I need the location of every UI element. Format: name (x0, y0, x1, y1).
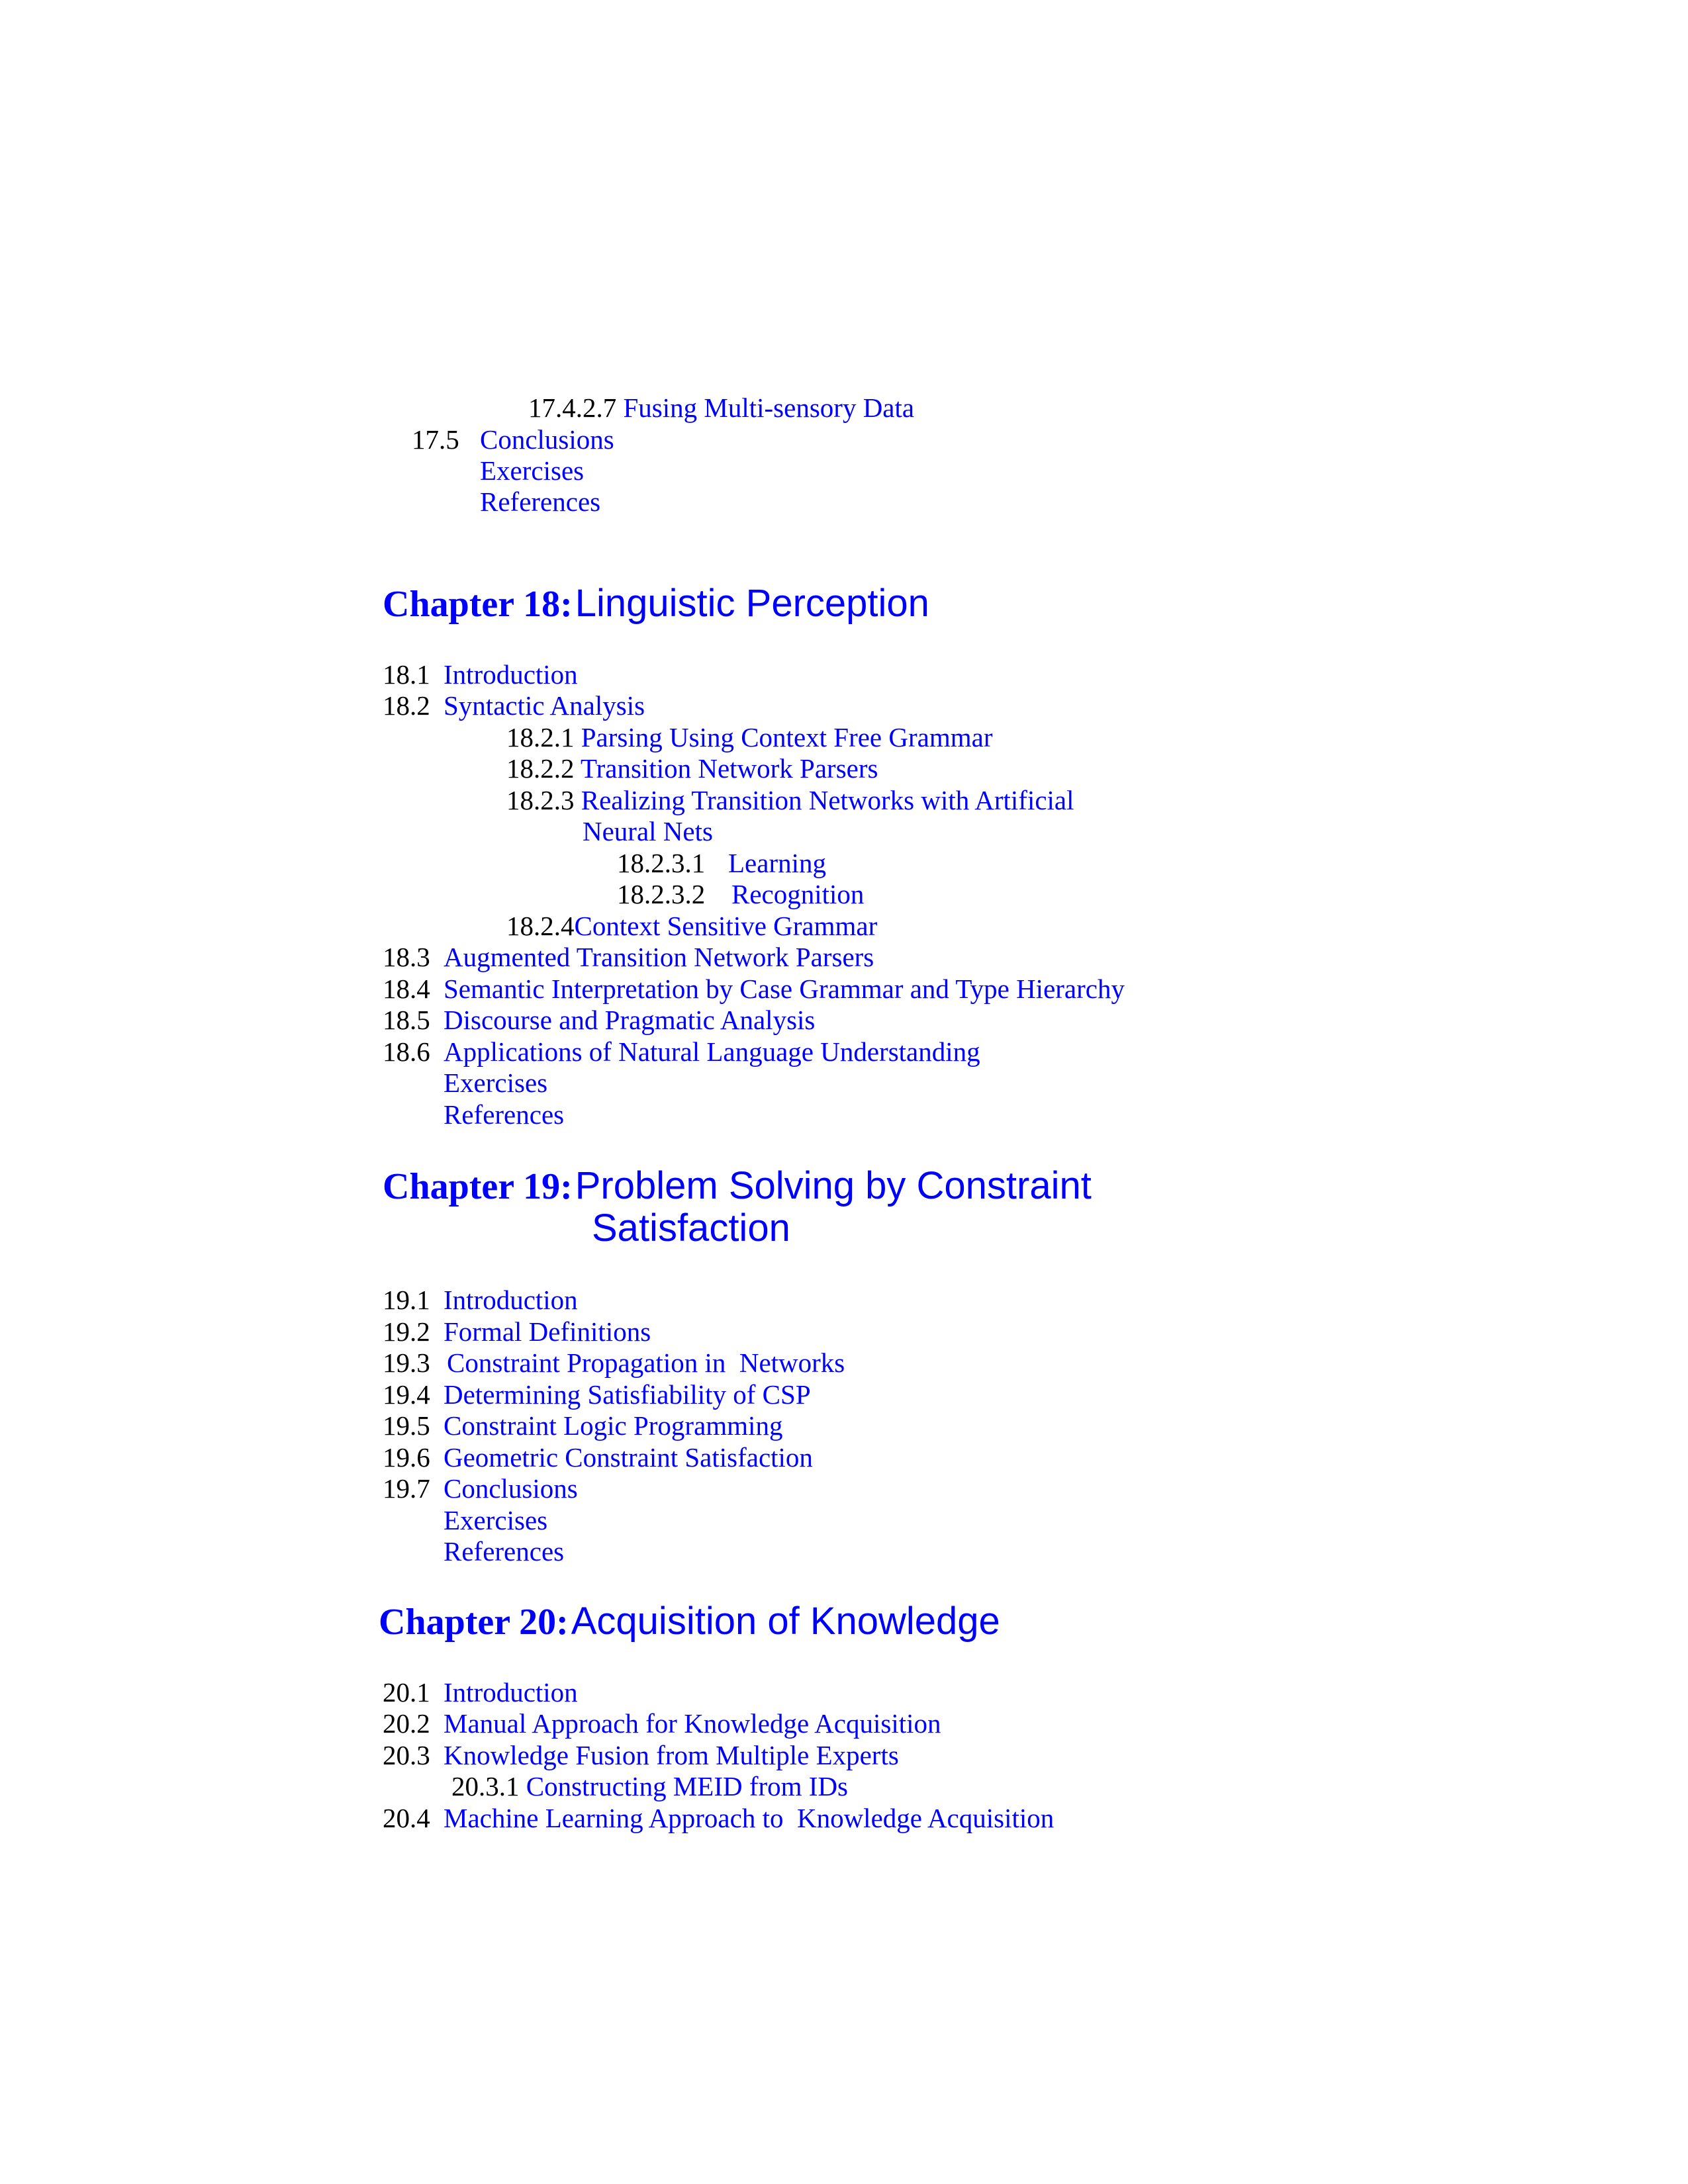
toc-entry-18-2-3-1[interactable] (617, 847, 705, 879)
section-link-18-2-3-2[interactable]: Recognition (731, 879, 865, 909)
toc-entry-17-5[interactable] (412, 424, 459, 455)
section-number: 19.2 (383, 1316, 430, 1347)
section-number: 18.4 (383, 974, 430, 1004)
toc-entry-19-1[interactable] (383, 1284, 430, 1316)
section-link-19-1[interactable]: Introduction (444, 1285, 578, 1315)
toc-entry-20-3[interactable] (383, 1739, 430, 1771)
toc-entry-19-6[interactable] (383, 1441, 430, 1473)
toc-entry-18-1[interactable] (383, 659, 430, 690)
section-link-19-7[interactable]: Conclusions (444, 1473, 578, 1504)
section-link[interactable]: Fusing Multi-sensory Data (623, 392, 915, 423)
section-link-18-3[interactable]: Augmented Transition Network Parsers (444, 942, 874, 972)
section-link-19-3[interactable]: Constraint Propagation in Networks (447, 1347, 845, 1378)
section-number: 17.5 (412, 424, 459, 455)
section-number: 20.1 (383, 1677, 430, 1707)
section-link[interactable]: Context Sensitive Grammar (574, 911, 878, 941)
section-link-19-2[interactable]: Formal Definitions (444, 1316, 651, 1347)
chapter-title-link[interactable]: Linguistic Perception (575, 582, 929, 625)
section-number: 18.6 (383, 1036, 430, 1067)
toc-entry-19-5[interactable] (383, 1410, 430, 1441)
toc-entry-17-4-2-7[interactable] (528, 392, 914, 424)
section-number: 19.3 (383, 1347, 430, 1378)
toc-entry-18-2[interactable] (383, 690, 430, 721)
section-link-19-5[interactable]: Constraint Logic Programming (444, 1410, 783, 1441)
section-number: 18.3 (383, 942, 430, 972)
section-number: 18.2.3 (506, 785, 575, 815)
section-link-20-1[interactable]: Introduction (444, 1677, 578, 1707)
toc-entry-18-2-2[interactable] (506, 752, 878, 784)
section-link-20-4[interactable]: Machine Learning Approach to Knowledge Acquisition (444, 1803, 1055, 1833)
toc-entry-18-2-1[interactable] (506, 721, 992, 753)
toc-entry-18-2-3[interactable] (506, 784, 1074, 816)
toc-entry-18-4[interactable] (383, 973, 430, 1005)
section-number: 18.2.1 (506, 722, 575, 752)
toc-entry-18-3[interactable] (383, 941, 430, 973)
chapter-label: Chapter 19: (383, 1166, 573, 1207)
toc-entry-18-2-3-2[interactable] (617, 878, 705, 910)
toc-entry-20-1[interactable] (383, 1676, 430, 1708)
exercises-link-ch17[interactable]: Exercises (480, 455, 585, 486)
exercises-link-ch18[interactable]: Exercises (444, 1068, 548, 1098)
toc-entry-18-6[interactable] (383, 1036, 430, 1068)
section-link[interactable]: Realizing Transition Networks with Artificial (581, 785, 1074, 815)
toc-entry-20-4[interactable] (383, 1802, 430, 1834)
section-link-18-2[interactable]: Syntactic Analysis (444, 690, 645, 721)
references-link-ch17[interactable]: References (480, 486, 601, 517)
section-link-17-5[interactable]: Conclusions (480, 424, 614, 455)
section-link-18-2-3-1[interactable]: Learning (728, 848, 826, 878)
references-link-ch18[interactable]: References (444, 1099, 565, 1130)
section-link-18-6[interactable]: Applications of Natural Language Understanding (444, 1036, 980, 1067)
section-link-18-5[interactable]: Discourse and Pragmatic Analysis (444, 1005, 816, 1035)
section-number: 18.2.4 (506, 911, 575, 941)
section-number: 19.1 (383, 1285, 430, 1315)
section-number: 20.4 (383, 1803, 430, 1833)
toc-entry-18-2-4[interactable] (506, 910, 877, 942)
section-number: 18.2 (383, 690, 430, 721)
chapter-20-heading (379, 1600, 1000, 1653)
section-number: 19.6 (383, 1442, 430, 1473)
exercises-link-ch19[interactable]: Exercises (444, 1505, 548, 1535)
section-number: 20.3 (383, 1740, 430, 1770)
section-link[interactable]: Transition Network Parsers (581, 753, 878, 784)
chapter-title-link[interactable]: Problem Solving by Constraint (575, 1164, 1092, 1207)
section-link-20-3[interactable]: Knowledge Fusion from Multiple Experts (444, 1740, 899, 1770)
section-number: 18.5 (383, 1005, 430, 1035)
toc-entry-19-7[interactable] (383, 1473, 430, 1504)
section-link-19-6[interactable]: Geometric Constraint Satisfaction (444, 1442, 813, 1473)
chapter-label: Chapter 18: (383, 584, 573, 625)
chapter-label: Chapter 20: (379, 1602, 569, 1643)
chapter-title-link[interactable]: Acquisition of Knowledge (571, 1600, 1000, 1643)
chapter-18-heading (383, 582, 929, 635)
section-number: 18.1 (383, 659, 430, 690)
toc-entry-19-3[interactable] (383, 1347, 430, 1379)
section-number: 19.7 (383, 1473, 430, 1504)
section-link-19-4[interactable]: Determining Satisfiability of CSP (444, 1379, 811, 1410)
section-number: 18.2.2 (506, 753, 575, 784)
toc-entry-19-2[interactable] (383, 1316, 430, 1347)
section-link-18-4[interactable]: Semantic Interpretation by Case Grammar and Type Hierarchy (444, 974, 1125, 1004)
section-link-20-2[interactable]: Manual Approach for Knowledge Acquisition (444, 1708, 941, 1739)
section-number: 19.5 (383, 1410, 430, 1441)
toc-entry-20-2[interactable] (383, 1707, 430, 1739)
section-link-18-1[interactable]: Introduction (444, 659, 578, 690)
section-link-18-2-3-cont[interactable]: Neural Nets (583, 816, 713, 846)
section-link[interactable]: Constructing MEID from IDs (526, 1771, 849, 1801)
section-number: 17.4.2.7 (528, 392, 617, 423)
references-link-ch19[interactable]: References (444, 1536, 565, 1567)
section-link[interactable]: Parsing Using Context Free Grammar (581, 722, 993, 752)
toc-entry-20-3-1[interactable] (451, 1770, 848, 1802)
section-number: 20.2 (383, 1708, 430, 1739)
chapter-19-title-line2[interactable]: Satisfaction (592, 1206, 790, 1250)
section-number: 18.2.3.1 (617, 848, 706, 878)
section-number: 19.4 (383, 1379, 430, 1410)
section-number: 20.3.1 (451, 1771, 520, 1801)
toc-entry-18-5[interactable] (383, 1004, 430, 1036)
section-number: 18.2.3.2 (617, 879, 706, 909)
toc-entry-19-4[interactable] (383, 1379, 430, 1410)
